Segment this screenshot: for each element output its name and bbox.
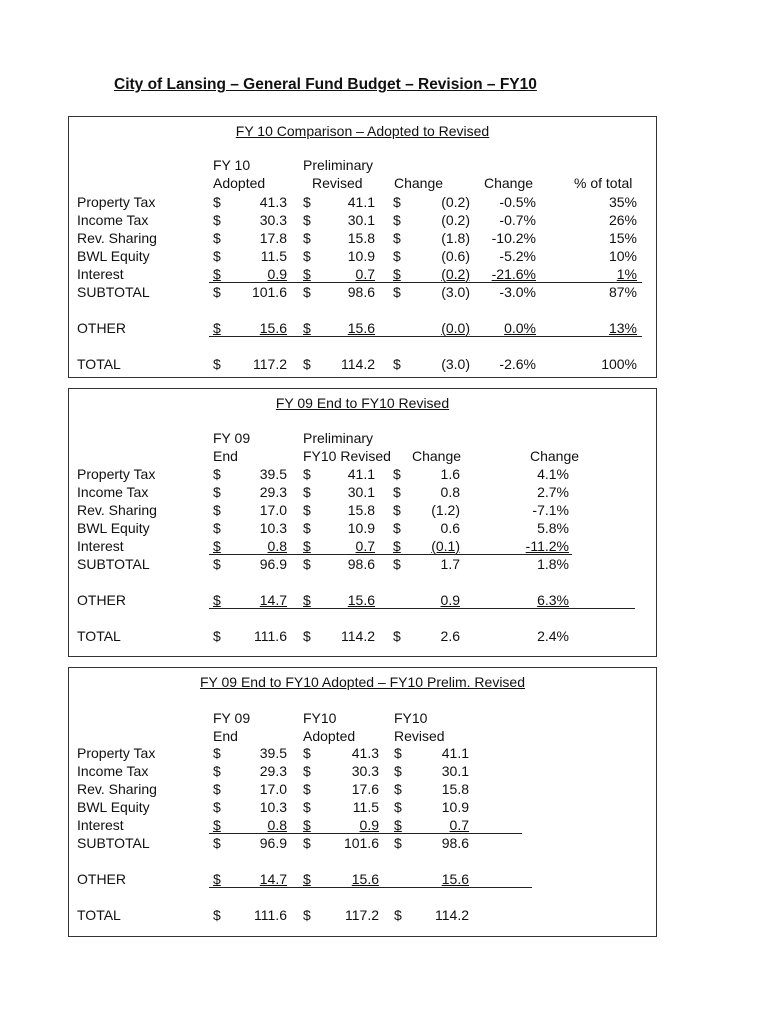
table-cell: 11.5 [352,799,379,815]
table-cell: 15.8 [347,502,375,518]
table-cell: 2.7% [537,484,569,500]
rule-line [209,833,522,834]
table-cell: 13% [608,320,637,336]
table-cell: 17.8 [259,230,287,246]
table-cell: 29.3 [259,484,287,500]
table-cell: 6.3% [537,592,569,608]
table-cell: $ [394,799,402,815]
table-cell: 41.3 [351,745,379,761]
row-label: OTHER [77,320,126,336]
table-cell: (1.8) [441,230,470,246]
table-cell: 39.5 [259,745,287,761]
table-cell: $ [303,556,311,572]
table-cell: 41.1 [441,745,469,761]
table-cell: 0.8 [267,817,287,833]
table-cell: (0.1) [431,538,460,554]
table-cell: 0.7 [355,266,375,282]
table-cell: 117.2 [253,356,287,372]
table-cell: 0.9 [359,817,379,833]
table-cell: 0.7 [355,538,375,554]
table-caption: FY 09 End to FY10 Adopted – FY10 Prelim. Revised [199,674,526,690]
table-fy09-to-fy10-revised [68,388,657,657]
table-cell: -11.2% [525,538,569,554]
table-cell: $ [213,502,221,518]
row-label: BWL Equity [77,799,150,815]
row-label: SUBTOTAL [77,835,150,851]
table-cell: 35% [608,194,637,210]
table-cell: $ [393,248,401,264]
row-label: Income Tax [77,763,149,779]
table-cell: $ [213,556,221,572]
table-cell: 15% [608,230,637,246]
table-cell: $ [303,212,311,228]
table-cell: -10.2% [491,230,536,246]
table-cell: $ [393,538,401,554]
table-cell: $ [213,907,221,923]
table-cell: $ [393,194,401,210]
table-cell: $ [213,248,221,264]
row-label: Interest [77,817,124,833]
table-cell: 10.3 [259,520,287,536]
table-cell: $ [393,628,401,644]
table-cell: -0.5% [499,194,536,210]
table-cell: -3.0% [499,284,536,300]
column-header: End [213,448,238,464]
table-cell: 30.3 [259,212,287,228]
rule-line [209,887,532,888]
table-cell: $ [393,502,401,518]
row-label: TOTAL [77,356,121,372]
table-cell: 2.4% [537,628,569,644]
table-fy10-comparison [68,116,657,378]
table-cell: 14.7 [259,871,287,887]
table-cell: $ [303,745,311,761]
table-caption: FY 09 End to FY10 Revised [275,395,450,411]
table-cell: $ [213,763,221,779]
row-label: Interest [77,538,124,554]
table-cell: $ [303,835,311,851]
table-cell: 0.9 [267,266,287,282]
table-cell: $ [394,907,402,923]
table-cell: $ [213,284,221,300]
table-cell: 17.0 [259,781,287,797]
table-cell: 15.8 [347,230,375,246]
table-cell: 5.8% [537,520,569,536]
table-cell: -2.6% [499,356,536,372]
table-cell: 0.0% [504,320,536,336]
table-cell: 98.6 [441,835,469,851]
column-header: Change [394,175,444,191]
table-cell: 111.6 [254,628,287,644]
column-header: Change [484,175,534,191]
table-cell: 29.3 [259,763,287,779]
table-cell: $ [213,520,221,536]
table-cell: 30.3 [351,763,379,779]
row-label: Rev. Sharing [77,502,157,518]
table-cell: $ [213,356,221,372]
row-label: SUBTOTAL [77,556,150,572]
column-header: FY10 [303,710,337,726]
table-cell: $ [303,628,311,644]
table-cell: -0.7% [499,212,536,228]
table-cell: $ [213,871,221,887]
table-cell: $ [213,266,221,282]
table-cell: $ [213,538,221,554]
table-cell: $ [393,466,401,482]
table-cell: $ [303,320,311,336]
row-label: Interest [77,266,124,282]
table-cell: 114.2 [341,356,375,372]
column-header: Adopted [303,728,356,744]
table-cell: (3.0) [441,284,470,300]
table-cell: 41.3 [259,194,287,210]
table-cell: 0.6 [440,520,460,536]
table-cell: 10.9 [347,520,375,536]
table-cell: 14.7 [259,592,287,608]
table-cell: $ [303,284,311,300]
table-cell: 96.9 [259,556,287,572]
row-label: Property Tax [77,745,156,761]
row-label: Income Tax [77,212,149,228]
table-cell: $ [213,781,221,797]
rule-line [209,554,572,555]
rule-line [209,608,635,609]
table-cell: $ [303,484,311,500]
table-cell: 1.8% [537,556,569,572]
row-label: Property Tax [77,466,156,482]
table-cell: 10.9 [441,799,469,815]
table-cell: 114.2 [341,628,375,644]
table-cell: $ [213,212,221,228]
table-cell: $ [393,556,401,572]
table-cell: $ [394,745,402,761]
table-cell: $ [213,194,221,210]
table-cell: 15.8 [441,781,469,797]
table-cell: 10% [608,248,637,264]
table-cell: $ [394,817,402,833]
table-cell: $ [393,484,401,500]
table-cell: $ [213,745,221,761]
table-cell: (0.2) [441,212,470,228]
table-cell: 0.9 [440,592,460,608]
row-label: OTHER [77,592,126,608]
row-label: TOTAL [77,628,121,644]
table-cell: 96.9 [259,835,287,851]
table-cell: 41.1 [347,194,375,210]
column-header: FY 09 [213,710,251,726]
table-cell: 15.6 [351,871,379,887]
column-header: Change [412,448,462,464]
table-cell: $ [394,763,402,779]
table-cell: $ [303,592,311,608]
table-cell: $ [303,466,311,482]
table-cell: $ [303,799,311,815]
table-cell: (0.2) [441,194,470,210]
column-header: Adopted [213,175,266,191]
table-cell: $ [303,248,311,264]
table-cell: 10.9 [347,248,375,264]
table-cell: 11.5 [260,248,287,264]
table-cell: $ [303,538,311,554]
table-cell: 98.6 [347,556,375,572]
table-cell: $ [393,284,401,300]
table-cell: (1.2) [431,502,460,518]
table-cell: (0.2) [441,266,470,282]
column-header: Preliminary [303,157,374,173]
table-cell: 0.7 [449,817,469,833]
table-cell: $ [213,230,221,246]
table-cell: $ [303,356,311,372]
rule-line [209,282,642,283]
row-label: TOTAL [77,907,121,923]
table-cell: $ [303,502,311,518]
column-header: FY 09 [213,430,251,446]
table-cell: 30.1 [347,484,375,500]
column-header: % of total [574,175,633,191]
table-cell: $ [303,817,311,833]
table-cell: (0.6) [441,248,470,264]
table-cell: $ [213,466,221,482]
page-title: City of Lansing – General Fund Budget – Revision – FY10 [114,76,537,93]
row-label: BWL Equity [77,248,150,264]
table-cell: 17.6 [351,781,379,797]
column-header: Preliminary [303,430,374,446]
column-header: Revised [394,728,445,744]
column-header: FY 10 [213,157,251,173]
table-cell: -5.2% [499,248,536,264]
table-cell: 98.6 [347,284,375,300]
table-cell: 10.3 [259,799,287,815]
table-cell: $ [303,520,311,536]
table-cell: 30.1 [441,763,469,779]
table-cell: 0.8 [267,538,287,554]
table-cell: 15.6 [347,320,375,336]
row-label: SUBTOTAL [77,284,150,300]
table-cell: 15.6 [441,871,469,887]
table-cell: 87% [608,284,637,300]
table-cell: 2.6 [440,628,460,644]
table-cell: (0.0) [441,320,470,336]
table-cell: 0.8 [440,484,460,500]
row-label: Rev. Sharing [77,781,157,797]
table-cell: $ [213,835,221,851]
table-cell: $ [213,320,221,336]
row-label: OTHER [77,871,126,887]
table-cell: $ [213,484,221,500]
table-caption: FY 10 Comparison – Adopted to Revised [235,123,490,139]
table-cell: 1% [616,266,637,282]
table-cell: 4.1% [537,466,569,482]
table-cell: $ [213,817,221,833]
column-header: FY10 [394,710,428,726]
table-cell: $ [394,781,402,797]
table-cell: $ [303,266,311,282]
table-cell: 101.6 [343,835,379,851]
table-cell: $ [393,356,401,372]
column-header: End [213,728,238,744]
table-cell: $ [303,907,311,923]
table-cell: 15.6 [259,320,287,336]
table-cell: (3.0) [441,356,470,372]
table-cell: 1.6 [440,466,460,482]
table-cell: $ [213,592,221,608]
table-cell: $ [393,266,401,282]
table-cell: 100% [601,356,637,372]
table-cell: $ [213,628,221,644]
table-cell: 1.7 [440,556,460,572]
table-cell: 26% [608,212,637,228]
table-cell: $ [393,212,401,228]
row-label: BWL Equity [77,520,150,536]
table-cell: -21.6% [491,266,536,282]
row-label: Property Tax [77,194,156,210]
column-header: Change [530,448,580,464]
row-label: Income Tax [77,484,149,500]
table-cell: 30.1 [347,212,375,228]
table-cell: $ [303,871,311,887]
table-cell: 39.5 [259,466,287,482]
table-fy09-fy10-adopted-revised [68,667,657,937]
table-cell: 101.6 [251,284,287,300]
table-cell: $ [303,230,311,246]
table-cell: 114.2 [435,907,469,923]
table-cell: $ [303,781,311,797]
table-cell: $ [394,835,402,851]
table-cell: $ [303,763,311,779]
table-cell: 15.6 [347,592,375,608]
rule-line [209,336,642,337]
table-cell: $ [393,230,401,246]
table-cell: 117.2 [345,907,379,923]
table-cell: $ [303,194,311,210]
table-cell: 41.1 [347,466,375,482]
table-cell: 17.0 [259,502,287,518]
table-cell: $ [213,799,221,815]
column-header: Revised [312,175,363,191]
column-header: FY10 Revised [303,448,391,464]
table-cell: -7.1% [532,502,569,518]
row-label: Rev. Sharing [77,230,157,246]
table-cell: 111.6 [254,907,287,923]
table-cell: $ [393,520,401,536]
